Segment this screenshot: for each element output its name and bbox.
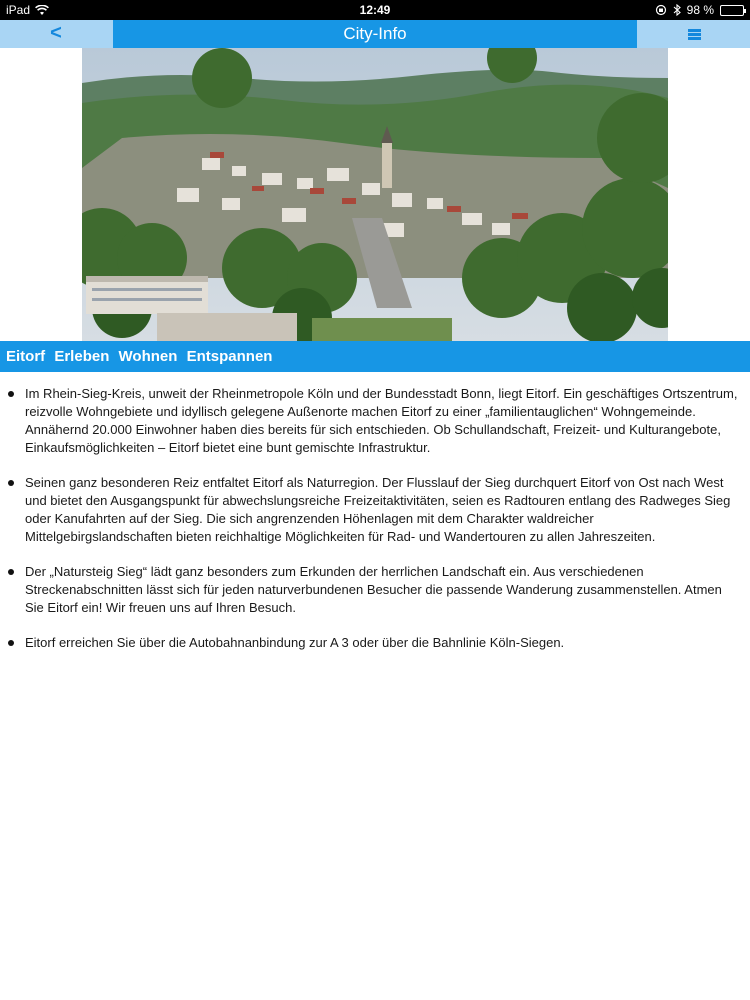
heading-word-3: Wohnen — [118, 348, 178, 365]
list-item — [0, 474, 750, 546]
paragraph-text: Im Rhein-Sieg-Kreis, unweit der Rheinmetropole Köln und der Bundesstadt Bonn, liegt Eitorf. Ein geschäftiges Ortszentrum, reizvolle Wohngebiete und idyllisch gelegene Außenorte machen Eitorf zu einer „familientauglichen“ Wohngemeinde. Annähernd 20.000 Einwohner haben dies bereits für sich entschieden. Ob Schullandschaft, Freizeit- und Kulturangebote, Einkaufsmöglichkeiten – Eitorf bietet eine bunt gemischte Infrastruktur. — [25, 386, 738, 455]
list-item — [0, 634, 750, 652]
orientation-lock-icon — [655, 4, 667, 16]
section-heading — [0, 341, 750, 372]
content-list — [0, 385, 750, 669]
paragraph-text: Der „Natursteig Sieg“ lädt ganz besonders zum Erkunden der herrlichen Landschaft ein. Aus verschiedenen Streckenabschnitten lässt sich für jeden naturverbundenen Besucher die passende Wanderung zusammenstellen. Atmen Sie Eitorf ein! Wir freuen uns auf Ihren Besuch. — [25, 564, 722, 615]
town-landscape-photo — [82, 48, 668, 341]
status-right — [655, 3, 744, 17]
heading-word-4: Entspannen — [186, 348, 273, 365]
list-item — [0, 563, 750, 617]
device-name: iPad — [6, 3, 31, 17]
bullet-icon — [8, 391, 14, 397]
bullet-icon — [8, 569, 14, 575]
bluetooth-icon — [673, 4, 681, 16]
status-bar — [0, 0, 750, 20]
list-item — [0, 385, 750, 457]
nav-title: City-Info — [113, 20, 637, 48]
status-time: 12:49 — [359, 3, 391, 17]
menu-button[interactable] — [638, 20, 750, 48]
bullet-icon — [8, 640, 14, 646]
back-button[interactable]: < — [50, 22, 62, 44]
heading-word-2: Erleben — [54, 348, 110, 365]
navigation-bar — [0, 20, 750, 48]
hamburger-menu-icon — [688, 29, 701, 40]
battery-text: 98 % — [686, 3, 714, 17]
paragraph-text: Eitorf erreichen Sie über die Autobahnanbindung zur A 3 oder über die Bahnlinie Köln-Siegen. — [25, 635, 565, 650]
battery-icon — [720, 5, 744, 16]
hero-image — [82, 48, 668, 341]
heading-word-1: Eitorf — [6, 348, 46, 365]
paragraph-text: Seinen ganz besonderen Reiz entfaltet Eitorf als Naturregion. Der Flusslauf der Sieg durchquert Eitorf von Ost nach West und bietet den Ausgangspunkt für abwechslungsreiche Freizeitaktivitäten, seien es Radtouren entlang des Radweges Sieg oder Kanufahrten auf der Sieg. Die sich angrenzenden Höhenlagen mit dem Charakter waldreicher Mittelgebirgslandschaften bieten reichhaltige Möglichkeiten für Rad- und Wandertouren zu allen Jahreszeiten. — [25, 475, 731, 544]
bullet-icon — [8, 480, 14, 486]
